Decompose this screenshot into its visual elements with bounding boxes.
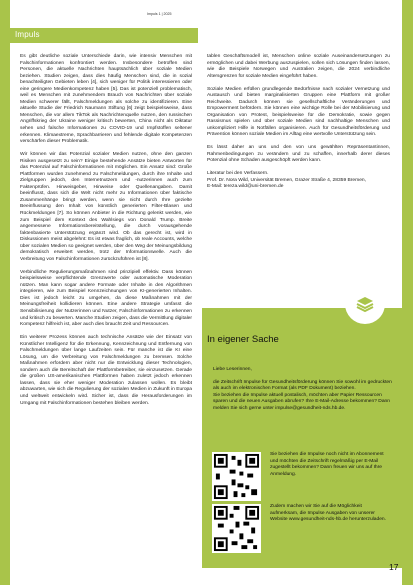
paragraph: tablen Geschäftsmodell ist, Menschen online soziale Auseinandersetzungen zu ermöglichen und dabei Werbung auszuspielen, sollen sich Lösungen finden lassen, wie die Beispiele Norwegen und Australien zeigen, die 2024 verbindliche Altersgrenzen für soziale Medien eingeführt haben. [207,54,390,79]
author-email[interactable]: E-Mail: tereza.wild@uni-bremen.de [207,184,284,190]
qr-website-text: Zudem machen wir Sie auf die Möglichkeit aufmerksam, die Impulse Ausgaben von unserer Website www.gesundheit-nds-hb.de herunterzuladen. [270,504,386,523]
qr-code-website[interactable] [212,504,261,553]
info-paragraph: Sie beziehen die Impulse aktuell postalisch, möchten aber Papier Ressourcen sparen und die neuen Ausgaben abrufen? Ihre E-Mail-Adresse bekommen? Dann melden Sie sich gerne unter impulse@gesundheit-nds.hb.de. [213,392,390,411]
paragraph: Es gibt deutliche soziale Unterschiede darin, wie intensiv Menschen mit Falschinformationen konfrontiert werden. Insbesondere betroffen sind Personen, die aktuelle Nachrichten hauptsächlich über soziale Medien beziehen. Studien zeigen, dass dies häufig Menschen sind, die in sozial benachteiligten Gebieten leben [4], sich weniger für Politik interessieren oder eine geringere Medienkompetenz haben [5]. Das ist potenziell problematisch, weil es Menschen mit zunehmendem Brauch von Nachrichten über soziale Medien schwerer fällt, Falschmeldungen als solche zu identifizieren. Eine aktuelle Studie der Friedrich Naumann Stiftung [6] zeigt beispielsweise, dass Menschen, die vor allem TikTok als Nachrichtenquelle nutzen, den russischen Angriffskrieg der Ukraine weniger kritisch bewerten, China nicht als Diktatur sehen und falsche Informationen zu COVID-19 und Impfstoffen seltener erkennen. Klimaextreme, Sprachbarrieren und fehlende digitale Kompetenzen verschärfen dieser Problematik. [20,54,192,145]
paragraph: Soziale Medien erfüllen grundlegende Bedürfnisse nach sozialer Vernetzung und Austausch und bieten marginalisierten Gruppen eine Plattform mit großer Reichweite. Dadurch können sie gesellschaftliche Veränderungen und Empowerment befördern. Sie können eine wichtige Rolle bei der Mobilisierung und Organisation von Protest, beispielsweise für die Demokratie, sowie gegen Rassismus spielen und über soziale Medien sind nachhaltige Menschen und unkompliziert Hilfe in Notfällen organisieren. Auch für Gesundheitsförderung und Prävention können soziale Medien im Alltag eine wertvolle Unterstützung sein. [207,86,390,138]
issue-label: Impuls 1 | 2025 [147,12,172,16]
qr-subscribe-text: Sie beziehen die Impulse noch nicht im Abonnement und möchten die Zeitschrift regelmäßig per E-Mail zugestellt bekommen? Dann freuen wir uns auf Ihre Anmeldung. [270,452,384,477]
info-paragraph: Liebe Leserinnen, [213,367,252,372]
author-line: Literatur bei den Verfassern. [207,171,269,177]
qr-code-subscribe[interactable] [212,452,261,501]
layers-icon [353,292,377,316]
paragraph: Es lässt daher an uns und den von uns gewählten Repräsentantinnen, Rahmenbedingungen zu verändern und zu schaffen, innerhalb derer dieses Potenzial ohne Schaden ausgeschöpft werden kann. [207,145,390,164]
page-number: 17 [389,562,399,572]
author-line: Prof. Dr. Nora Wild, Universität Bremen, Grazer Straße 4, 28359 Bremen, [207,177,367,183]
section-title: Impuls [15,30,40,39]
author-info [207,171,390,191]
paragraph: Wir können wir das Potenzial sozialer Medien nutzen, ohne den ganzen Risiken ausgesetzt zu sein? Einige bestehende Ansätze bieten Antworten für das Potenzial auf Falschinformationen mit möglichen. Ein Ansatz sind: Große Plattformen wurden zunehmend zu Falschmeldungen, durch ihre Inhalte und Zielgruppen jedoch, den Internetnutzern und -nutzerinnen auch zum Faktenprüfen. Hinweisgeber, Hinweise oder Quellenangaben. Damit beeinflusst, dass sich die Welt nicht mehr zu Informationen über faktische Zusammenhänge bringt werden, wenn sie nicht durch Ihre gezielte Beeinflussung den Inhalt von künstlich generierten Filter-Blasen und Rückmeldungen [7]. So können Anbieter in die Richtung gelenkt werden, wie zum Beispiel dem Kontext des Wahlsiegs von Donald Trump. Breite angemessene Informationsbereitstellung, die durch vorausgehende faktenbasierte Unterstützung ergänzt wird. Ob das gerecht ist, wird in Diskussionen meist abgelehnt: Es ist etwas fraglich, ob reale Accounts, welche über sozialen Medien so geeignet werden, über den Weg der Meinungsbildung demokratisch erweitert werden, trotz der Informationswelle. Auch die Verbreitung von Falschinformationen zurückzuführen ist [8]. [20,152,192,262]
info-paragraph: die Zeitschrift Impulse für Gesundheitsförderung können Sie sowohl im gedruckten als auch im elektronischen Format (als PDF Dokument) beziehen. [213,379,392,392]
info-box-intro [213,367,393,412]
right-text-column [207,54,390,191]
right-accent-bar [402,0,413,585]
paragraph: Ein weiterer Prozess können auch technische Ansätze wie der Einsatz von Künstlicher Intelligenz für die Erkennung, Kennzeichnung und Entfernung von Falschmeldungen über lange Laufzeiten sein. Für manche ist die KI eine Lösung, um die Verbreitung von Falschmeldungen zu bremsen. Solche Maßnahmen erfordern aber nicht nur die Entwicklung dieser Technologien, sondern auch die Bereitschaft der Plattformbetreiber, sie einzusetzen. Gerade die großen US-amerikanischen Plattformen haben zuletzt jedoch erkennen lassen, dass sie eher weniger Moderation zulassen wollen. Es bleibt abzuwarten, wie sich die Regulierung der sozialen Medien in Zukunft in Europa und weltweit entwickeln wird. Sicher ist, dass die Herausforderungen im Umgang mit Falschinformationen bestehen bleiben werden. [20,335,192,406]
left-accent-bar [0,0,10,585]
paragraph: Verbindliche Regulierungsmaßnahmen sind prinzipiell effektiv. Dass können beispielsweise verpflichtende Grenzwerte oder automatische Moderation nützen. Man kann sogar andere Formate oder Inhalte in den Algorithmen integrieren, wie zum Beispiel Kennzeichnungen von KI-generierten Inhalten. Dies ist jedoch leicht zu umgehen, da diese Maßnahmen mit der Meinungsfreiheit kollidieren können. Eine andere Strategie umfasst die Sensibilisierung der Nutzerinnen und Nutzer, Falschinformationen zu erkennen und kritisch zu bewerten. Manche Studien zeigen, dass die Vermittlung digitaler Kompetenz hilfreich ist, aber auch dies braucht Zeit und Ressourcen. [20,269,192,328]
left-text-column [20,54,192,413]
info-box-title: In eigener Sache [207,334,279,345]
